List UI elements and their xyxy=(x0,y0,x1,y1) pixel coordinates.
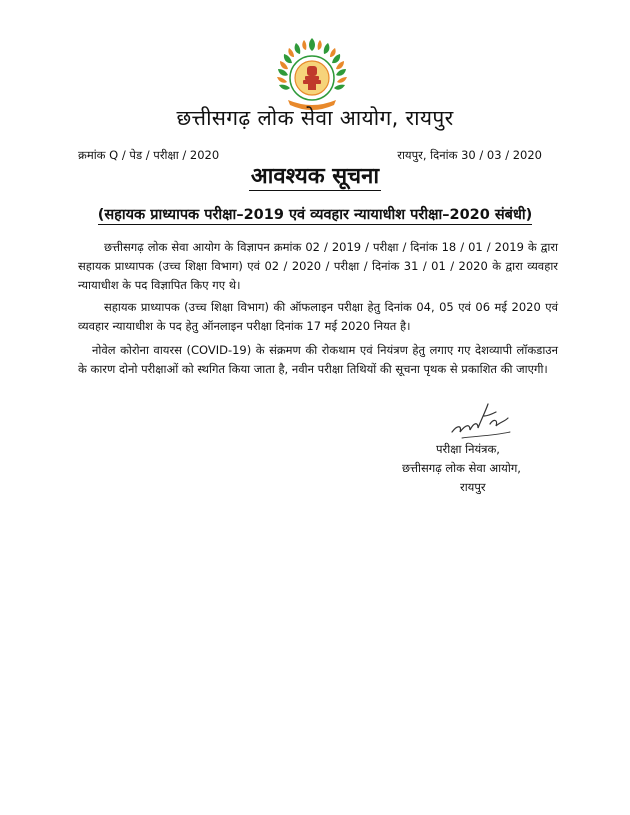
paragraph-postponement: नोवेल कोरोना वायरस (COVID-19) के संक्रमण की रोकथाम एवं नियंत्रण हेतु लगाए गए देशव्यापी लॉकडाउन के कारण दोनो परीक्षाओं को स्थगित किया जाता है, नवीन परीक्षा तिथियों की सूचना पृथक से प्रकाशित की जाएगी। xyxy=(78,343,558,376)
notice-subject-text: (सहायक प्राध्यापक परीक्षा–2019 एवं व्यवहार न्यायाधीश परीक्षा–2020 संबंधी) xyxy=(97,207,533,223)
notice-subject xyxy=(0,204,630,224)
signatory-block xyxy=(402,440,572,497)
organization-title: छत्तीसगढ़ लोक सेवा आयोग, रायपुर xyxy=(176,106,454,130)
notice-heading xyxy=(0,160,630,190)
place-date: रायपुर, दिनांक 30 / 03 / 2020 xyxy=(397,148,542,162)
paragraph-advertisement: छत्तीसगढ़ लोक सेवा आयोग के विज्ञापन क्रमांक 02 / 2019 / परीक्षा / दिनांक 18 / 01 / 2019 के द्वारा सहायक प्राध्यापक (उच्च शिक्षा विभाग) एवं 02 / 2020 / परीक्षा / दिनांक 31 / 01 / 2020 के द्वारा व्यवहार न्यायाधीश के पद विज्ञापित किए गए थे। xyxy=(78,240,558,292)
signatory-organization: छत्तीसगढ़ लोक सेवा आयोग, xyxy=(402,461,521,475)
handwritten-signature xyxy=(448,396,518,444)
signatory-designation: परीक्षा नियंत्रक, xyxy=(436,442,500,456)
paragraph-exam-dates: सहायक प्राध्यापक (उच्च शिक्षा विभाग) की ऑफलाइन परीक्षा हेतु दिनांक 04, 05 एवं 06 मई 2020 एवं व्यवहार न्यायाधीश के पद हेतु ऑनलाइन परीक्षा दिनांक 17 मई 2020 नियत है। xyxy=(78,300,558,333)
signatory-city: रायपुर xyxy=(460,480,486,494)
notice-heading-text: आवश्यक सूचना xyxy=(250,164,380,189)
reference-number: क्रमांक Q / पेड / परीक्षा / 2020 xyxy=(78,148,220,162)
